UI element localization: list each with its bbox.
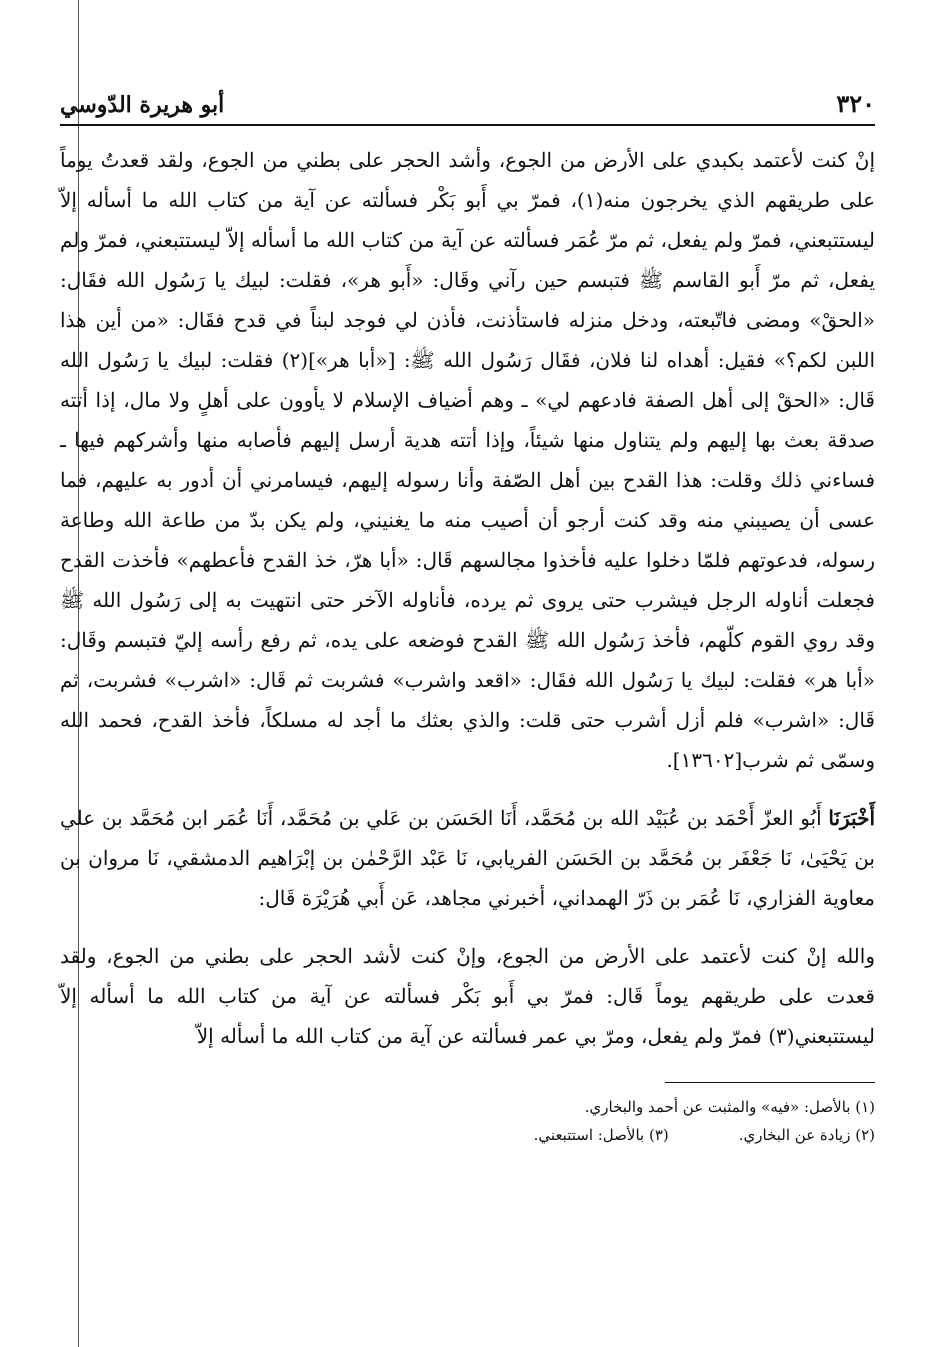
paragraph-2 [60,798,875,918]
paragraph-2-text: أَبُو العزّ أَحْمَد بن عُبَيْد الله بن مُحَمَّد، أَنَا الحَسَن بن عَلي بن مُحَمَّد، أَنَا عُمَر ابن مُحَمَّد بن علي بن يَحْيَىٰ، نَا جَعْفَر بن مُحَمَّد بن الحَسَن الفريابي، نَا عَبْد الرَّحْمٰن بن إبْرَاهيم الدمشقي، نَا مروان بن معاوية الفزاري، نَا عُمَر بن ذَرّ الهمداني، أخبرني مجاهد، عَن أَبي هُرَيْرَة قَال: [60,806,875,910]
running-title: أبو هريرة الدّوسي [60,92,225,118]
paragraph-3-text: والله إنْ كنت لأعتمد على الأرض من الجوع، وإنْ كنت لأشد الحجر على بطني من الجوع، ولقد قعدت على طريقهم يوماً قَال: فمرّ بي أَبو بَكْر فسألته عن آية من كتاب الله ما أسأله إلاّ ليستتبعني(٣) فمرّ ولم يفعل، ومرّ بي عمر فسألته عن آية من كتاب الله ما أسأله إلاّ [60,944,875,1048]
paragraph-1-text: إنْ كنت لأعتمد بكبدي على الأرض من الجوع، وأشد الحجر على بطني من الجوع، ولقد قعدتُ يوماً على طريقهم الذي يخرجون منه(١)، فمرّ بي أَبو بَكْر فسألته عن آية من كتاب الله ما أسأله إلاّ ليستتبعني، فمرّ ولم يفعل، ثم مرّ عُمَر فسألته عن آية من كتاب الله ما أسأله إلاّ ليستتبعني، فمرّ ولم يفعل، ثم مرّ أَبو القاسم ﷺ فتبسم حين رآني وقَال: «أَبو هر»، فقلت: لبيك يا رَسُول الله فقَال: «الحقْ» ومضى فاتّبعته، ودخل منزله فاستأذنت، فأذن لي فوجد لبناً في قدح فقَال: «من أين هذا اللبن لكم؟» فقيل: أهداه لنا فلان، فقَال رَسُول الله ﷺ: [«أبا هر»](٢) فقلت: لبيك يا رَسُول الله قَال: «الحقْ إلى أهل الصفة فادعهم لي» ـ وهم أضياف الإسلام لا يأوون على أهلٍ ولا مال، إذا أتته صدقة بعث بها إليهم ولم يتناول منها شيئاً، وإذا أتته هدية أرسل إليهم فأصابه منها وأشركهم فيها ـ فساءني ذلك وقلت: هذا القدح بين أهل الصّفة وأنا رسوله إليهم، فيسامرني أن أدور به عليهم، فما عسى أن يصيبني منه وقد كنت أرجو أن أصيب منه ما يغنيني، ولم يكن بدّ من طاعة الله وطاعة رسوله، فدعوتهم فلمّا دخلوا عليه فأخذوا مجالسهم قَال: «أبا هرّ، خذ القدح فأعطهم» فأخذت القدح فجعلت أناوله الرجل فيشرب حتى يروى ثم يرده، فأناوله الآخر حتى انتهيت به إلى رَسُول الله ﷺ وقد روي القوم كلّهم، فأخذ رَسُول الله ﷺ القدح فوضعه على يده، ثم رفع رأسه إليّ فتبسم وقَال: «أبا هر» فقلت: لبيك يا رَسُول الله فقَال: «اقعد واشرب» فشربت ثم قَال: «اشرب» فشربت، ثم قَال: «اشرب» فلم أزل أشرب حتى قلت: والذي بعثك ما أجد له مسلكاً، فأخذ القدح، فحمد الله وسمّى ثم شرب[١٣٦٠٢]. [60,148,876,772]
paragraph-1 [60,140,875,780]
footnote-row [60,1121,875,1149]
footnote-2: (٢) زيادة عن البخاري. [738,1126,875,1144]
paragraph-2-lead: أَخْبَرَنَا [828,806,875,830]
page-number: ٣٢٠ [836,89,875,118]
footnote-3: (٣) بالأصل: استتبعني. [533,1126,669,1144]
book-page [60,78,875,1149]
footnote-1: (١) بالأصل: «فيه» والمثبت عن أحمد والبخاري. [584,1098,875,1116]
page-header [60,78,875,118]
paragraph-3 [60,936,875,1056]
header-rule [60,124,875,126]
footnote-rule [665,1082,875,1083]
